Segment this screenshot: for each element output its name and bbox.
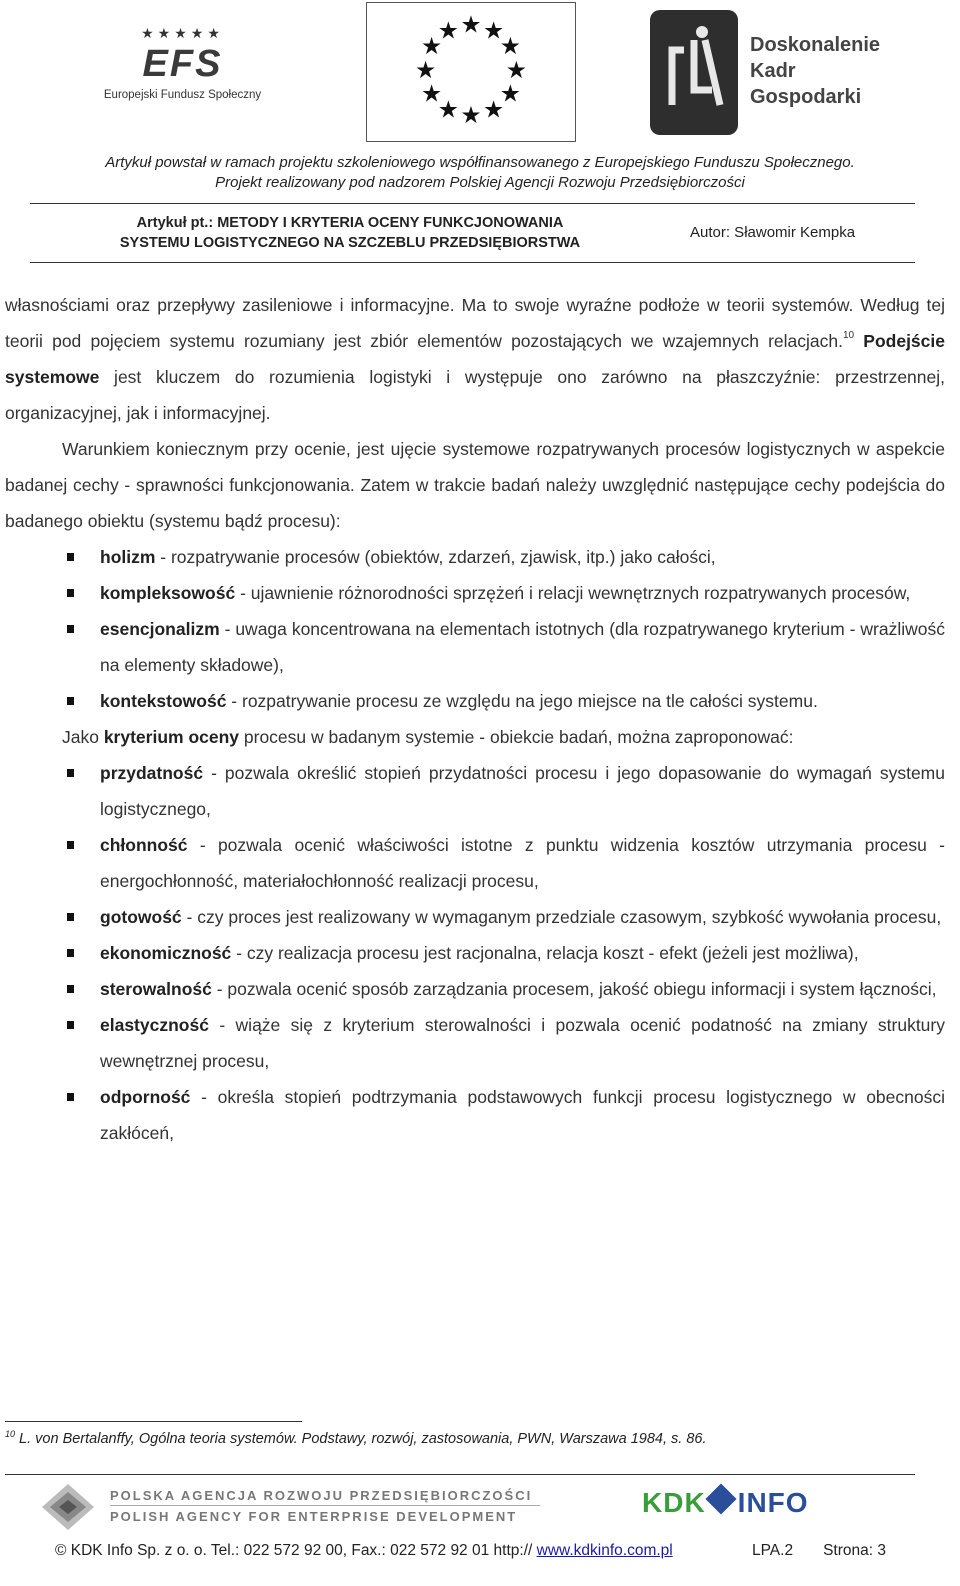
footnote-ref[interactable]: 10 [843, 330, 855, 341]
svg-text:★: ★ [483, 16, 505, 45]
list-term: kontekstowość [100, 691, 227, 711]
bullet-square-icon [67, 913, 74, 921]
dkg-line1: Doskonalenie [750, 34, 881, 56]
bullet-square-icon [67, 985, 74, 993]
bullet-square-icon [67, 553, 74, 561]
features-list [5, 539, 945, 719]
paragraph-systems-theory [5, 287, 945, 431]
notice-line-2: Projekt realizowany pod nadzorem Polskiej Agencji Rozwoju Przedsiębiorczości [215, 174, 745, 191]
header-logos [0, 0, 960, 150]
list-desc: - czy realizacja procesu jest racjonalna, relacja koszt - efekt (jeżeli jest możliwa), [231, 943, 859, 963]
bullet-square-icon [67, 625, 74, 633]
parp-name-pl: POLSKA AGENCJA ROZWOJU PRZEDSIĘBIORCZOŚCI [110, 1488, 533, 1503]
svg-text:★: ★ [499, 79, 522, 108]
article-title-line-1: Artykuł pt.: METODY I KRYTERIA OCENY FUNKCJONOWANIA [136, 215, 564, 231]
svg-text:★: ★ [460, 10, 482, 39]
list-item [5, 1079, 945, 1151]
list-term: chłonność [100, 835, 188, 855]
svg-text:★: ★ [420, 32, 443, 61]
efs-stars-icon: ★★★★★ [141, 25, 224, 41]
paragraph-text: jest kluczem do rozumienia logistyki i występuje ono zarówno na płaszczyźnie: przestrzennej, organizacyjnej, jak i informacyjnej. [5, 367, 945, 423]
list-item [5, 1007, 945, 1079]
paragraph-conditions: Warunkiem koniecznym przy ocenie, jest ujęcie systemowe rozpatrywanych procesów logistycznych w aspekcie badanej cechy - sprawności funkcjonowania. Zatem w trakcie badań należy uwzględnić następujące cechy podejścia do badanego obiektu (systemu bądź procesu): [5, 439, 945, 531]
list-desc: - pozwala ocenić właściwości istotne z punktu widzenia kosztów utrzymania procesu - energochłonność, materiałochłonność realizacji procesu, [100, 835, 945, 891]
website-link[interactable]: www.kdkinfo.com.pl [536, 1542, 673, 1559]
parp-logo [38, 1482, 533, 1532]
footnote-number: 10 [5, 1429, 16, 1439]
paragraph-text: własnościami oraz przepływy zasileniowe i informacyjne. Ma to swoje wyraźne podłoże w teorii systemów. Według tej teorii pod pojęciem systemu rozumiany jest zbiór elementów pozostających we wzajemnych relacjach. [5, 295, 945, 351]
svg-text:★: ★ [437, 16, 459, 45]
svg-text:★: ★ [415, 55, 437, 84]
svg-text:★: ★ [505, 55, 527, 84]
list-term: ekonomiczność [100, 943, 232, 963]
parp-symbol-icon [38, 1482, 98, 1532]
eu-stars-icon [367, 3, 575, 141]
footnote-rule [5, 1421, 302, 1422]
bullet-square-icon [67, 769, 74, 777]
copyright-line [55, 1542, 673, 1560]
list-desc: - uwaga koncentrowana na elementach istotnych (dla rozpatrywanego kryterium - wrażliwość na elementy składowe), [100, 619, 945, 675]
project-notice [0, 153, 960, 193]
criteria-list [5, 755, 945, 1151]
footer-rule [5, 1474, 915, 1475]
paragraph-text: Jako [62, 727, 104, 747]
list-item [5, 827, 945, 899]
list-item [5, 935, 945, 971]
bullet-square-icon [67, 697, 74, 705]
list-term: sterowalność [100, 979, 212, 999]
list-desc: - wiąże się z kryterium sterowalności i pozwala ocenić podatność na zmiany struktury wewnętrznej procesu, [100, 1015, 945, 1071]
list-desc: - pozwala określić stopień przydatności procesu i jego dopasowanie do wymagań systemu logistycznego, [100, 763, 945, 819]
diamond-icon [705, 1483, 736, 1514]
footnote [5, 1431, 707, 1447]
efs-logo [100, 25, 265, 120]
efs-name: Europejski Fundusz Społeczny [103, 89, 262, 101]
svg-text:★: ★ [437, 95, 459, 124]
article-author: Autor: Sławomir Kempka [690, 224, 856, 241]
list-desc: - rozpatrywanie procesu ze względu na jego miejsce na tle całości systemu. [226, 691, 818, 711]
dkg-line2: Kadr [750, 60, 796, 82]
list-term: odporność [100, 1087, 191, 1107]
parp-name-en: POLISH AGENCY FOR ENTERPRISE DEVELOPMENT [110, 1509, 518, 1524]
list-desc: - ujawnienie różnorodności sprzężeń i relacji wewnętrznych rozpatrywanych procesów, [235, 583, 911, 603]
svg-text:★: ★ [499, 32, 522, 61]
page-number: Strona: 3 [823, 1542, 886, 1559]
dkg-wordmark [750, 32, 880, 110]
page-info [752, 1542, 886, 1560]
parp-divider [110, 1505, 540, 1506]
bullet-square-icon [67, 1093, 74, 1101]
list-desc: - określa stopień podtrzymania podstawowych funkcji procesu logistycznego w obecności zakłóceń, [100, 1087, 945, 1143]
list-item [5, 611, 945, 683]
list-item [5, 683, 945, 719]
kdk-text: KDK [642, 1487, 706, 1518]
bold-term: Podejście systemowe [5, 331, 945, 387]
dkg-logo [650, 10, 950, 140]
notice-line-1: Artykuł powstał w ramach projektu szkoleniowego współfinansowanego z Europejskiego Funduszu Społecznego. [105, 154, 855, 171]
article-title-line-2: SYSTEMU LOGISTYCZNEGO NA SZCZEBLU PRZEDSIĘBIORSTWA [119, 235, 581, 251]
list-desc: - rozpatrywanie procesów (obiektów, zdarzeń, zjawisk, itp.) jako całości, [155, 547, 716, 567]
svg-text:★: ★ [420, 79, 443, 108]
list-item [5, 755, 945, 827]
list-item [5, 575, 945, 611]
list-term: kompleksowość [100, 583, 236, 603]
info-text: INFO [737, 1487, 809, 1518]
bold-term: kryterium oceny [103, 727, 240, 747]
bullet-square-icon [67, 949, 74, 957]
list-term: esencjonalizm [100, 619, 220, 639]
dkg-symbol-icon [650, 10, 738, 135]
doc-code: LPA.2 [752, 1542, 794, 1559]
paragraph-criteria [5, 719, 945, 755]
bullet-square-icon [67, 1021, 74, 1029]
header-rule-bottom [30, 262, 915, 263]
list-item [5, 539, 945, 575]
list-term: gotowość [100, 907, 182, 927]
bullet-square-icon [67, 589, 74, 597]
list-desc: - pozwala ocenić sposób zarządzania procesem, jakość obiegu informacji i system łączności, [211, 979, 937, 999]
footnote-text: L. von Bertalanffy, Ogólna teoria systemów. Podstawy, rozwój, zastosowania, PWN, Warszawa 1984, s. 86. [15, 1431, 707, 1447]
list-item [5, 971, 945, 1007]
bullet-square-icon [67, 841, 74, 849]
list-item [5, 899, 945, 935]
eu-flag-icon [366, 2, 576, 142]
article-title [70, 213, 630, 253]
header-rule-top [30, 203, 915, 204]
paragraph-text: procesu w badanym systemie - obiekcie badań, można zaproponować: [239, 727, 794, 747]
list-desc: - czy proces jest realizowany w wymaganym przedziale czasowym, szybkość wywołania procesu, [181, 907, 942, 927]
list-term: elastyczność [100, 1015, 209, 1035]
article-body [5, 287, 945, 1151]
list-term: holizm [100, 547, 156, 567]
svg-text:★: ★ [483, 95, 505, 124]
dkg-line3: Gospodarki [750, 86, 862, 108]
efs-mark: EFS [142, 43, 223, 85]
svg-text:★: ★ [460, 101, 482, 130]
copyright-text: © KDK Info Sp. z o. o. Tel.: 022 572 92 00, Fax.: 022 572 92 01 http:// [55, 1542, 537, 1559]
list-term: przydatność [100, 763, 204, 783]
kdk-info-logo [642, 1487, 809, 1519]
